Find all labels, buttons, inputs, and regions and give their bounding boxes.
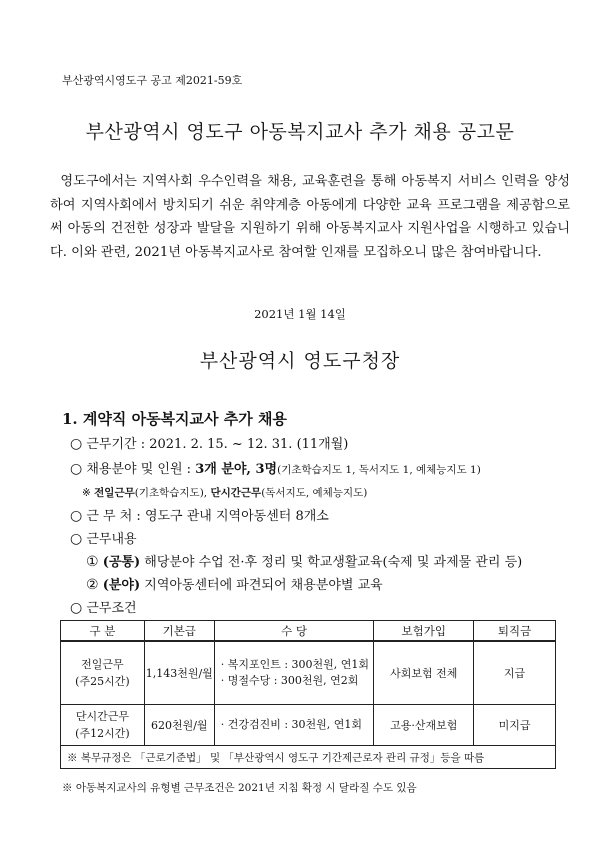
work-type-cell <box>61 705 145 746</box>
field-text: 지역아동센터에 파견되어 채용분야별 교육 <box>140 578 383 593</box>
intro-text: 영도구에서는 지역사회 우수인력을 채용, 교육훈련을 통해 아동복지 서비스 인력을 양성하여 지역사회에서 방치되기 쉬운 취약계층 아동에게 다양한 교육 프로그램을 제공함으로써 아동의 건전한 성장과 발달을 지원하기 위해 아동복지교사 지원사업을 시행하고 있습니다. 이와 관련, 2021년 아동복지교사로 참여할 인재를 모집하오니 많은 참여바랍니다. <box>50 174 570 260</box>
bullet-circle: ○ <box>70 461 83 477</box>
issuing-office: 부산광역시 영도구청장 <box>199 350 401 372</box>
header-allowance: 수 당 <box>214 621 374 642</box>
work-content-field <box>86 574 383 593</box>
note-parttime: 단시간근무 <box>210 487 262 499</box>
conditions-table <box>60 620 556 769</box>
work-content-label: 근무내용 <box>86 532 137 547</box>
header-category: 구 분 <box>61 621 145 642</box>
insurance-cell: 사회보험 전체 <box>374 641 474 705</box>
insurance-cell: 고용·산재보험 <box>374 705 474 746</box>
common-label: (공통) <box>102 555 141 570</box>
table-row <box>61 641 556 705</box>
work-conditions-label: 근무조건 <box>86 601 137 616</box>
note-parttime-detail: (독서지도, 예체능지도) <box>261 487 368 499</box>
work-content-common <box>86 551 522 570</box>
recruitment-detail: (기초학습지도 1, 독서지도 1, 예체능지도 1) <box>277 464 481 476</box>
work-period-text: 근무기간 : 2021. 2. 15. ~ 12. 31. (11개월) <box>86 437 349 452</box>
work-conditions <box>70 597 137 616</box>
severance-cell: 미지급 <box>474 705 556 746</box>
bullet-circle: ○ <box>70 508 83 524</box>
recruitment-count: 3개 분야, 3명 <box>195 462 278 477</box>
work-period <box>70 433 348 452</box>
work-type: 단시간근무 <box>75 710 129 723</box>
recruitment-field-label: 채용분야 및 인원 : <box>86 462 196 477</box>
base-pay-cell: 620천원/월 <box>144 705 214 746</box>
work-type-cell <box>61 641 145 705</box>
work-hours: (주25시간) <box>75 675 130 688</box>
common-text: 해당분야 수업 전·후 정리 및 학교생활교육(숙제 및 과제물 관리 등) <box>140 555 523 570</box>
work-hours: (주12시간) <box>75 727 130 740</box>
numbered-mark: ① <box>86 554 99 570</box>
field-label: (분야) <box>102 578 141 593</box>
notice-date: 2021년 1월 14일 <box>254 307 346 321</box>
allowance-cell <box>214 705 374 746</box>
table-row <box>61 705 556 746</box>
header-base-pay: 기본급 <box>144 621 214 642</box>
table-footnote-row <box>61 746 556 769</box>
bullet-circle: ○ <box>70 436 83 452</box>
bullet-circle: ○ <box>70 531 83 547</box>
allowance-item: · 건강검진비 : 30천원, 연1회 <box>220 718 363 731</box>
note-fulltime: 전일근무 <box>94 487 135 499</box>
section-heading: 1. 계약직 아동복지교사 추가 채용 <box>62 410 287 428</box>
intro-paragraph <box>50 170 570 264</box>
work-type: 전일근무 <box>81 658 124 671</box>
severance-cell: 지급 <box>474 641 556 705</box>
workplace-text: 근 무 처 : 영도구 관내 지역아동센터 8개소 <box>86 509 329 524</box>
workplace <box>70 505 329 524</box>
base-pay-cell: 1,143천원/월 <box>144 641 214 705</box>
notice-number: 부산광역시영도구 공고 제2021-59호 <box>62 74 243 87</box>
bullet-circle: ○ <box>70 600 83 616</box>
numbered-mark: ② <box>86 577 99 593</box>
work-content <box>70 528 137 547</box>
allowance-cell <box>214 641 374 705</box>
bottom-note: ※ 아동복지교사의 유형별 근무조건은 2021년 지침 확정 시 달라질 수도 있음 <box>62 782 417 794</box>
table-header-row <box>61 621 556 642</box>
table-footnote: ※ 복무규정은 「근로기준법」 및 「부산광역시 영도구 기간제근로자 관리 규정」등을 따름 <box>61 746 556 769</box>
work-type-note <box>82 485 367 500</box>
note-fulltime-detail: (기초학습지도), <box>134 487 211 499</box>
allowance-item: · 복지포인트 : 300천원, 연1회 <box>220 658 370 671</box>
recruitment-field <box>70 458 481 477</box>
header-severance: 퇴직금 <box>474 621 556 642</box>
allowance-item: · 명절수당 : 300천원, 연2회 <box>220 674 359 687</box>
note-mark: ※ <box>82 487 91 499</box>
document-title: 부산광역시 영도구 아동복지교사 추가 채용 공고문 <box>85 121 515 143</box>
header-insurance: 보험가입 <box>374 621 474 642</box>
